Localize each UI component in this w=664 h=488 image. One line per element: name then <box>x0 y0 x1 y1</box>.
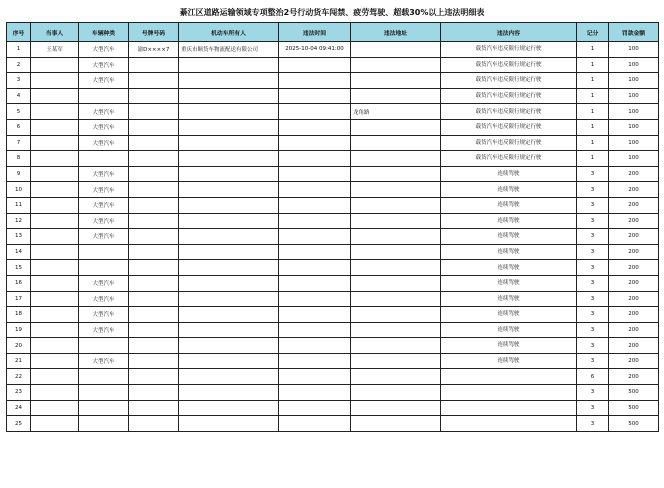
cell-no: 20 <box>7 338 31 354</box>
cell-points: 3 <box>577 197 609 213</box>
cell-time <box>279 275 351 291</box>
col-plate: 号牌号码 <box>129 23 179 42</box>
cell-points: 3 <box>577 275 609 291</box>
cell-type: 大型汽车 <box>79 166 129 182</box>
cell-owner <box>179 416 279 432</box>
cell-content: 连续驾驶 <box>441 213 577 229</box>
cell-person <box>31 197 79 213</box>
cell-place <box>351 151 441 167</box>
cell-no: 11 <box>7 197 31 213</box>
cell-fine: 200 <box>609 260 659 276</box>
cell-time <box>279 166 351 182</box>
cell-place <box>351 275 441 291</box>
cell-person <box>31 260 79 276</box>
col-person: 当事人 <box>31 23 79 42</box>
cell-time <box>279 151 351 167</box>
cell-content: 载货汽车违反限行规定行驶 <box>441 88 577 104</box>
cell-owner <box>179 260 279 276</box>
cell-points: 3 <box>577 291 609 307</box>
cell-owner <box>179 104 279 120</box>
cell-no: 21 <box>7 353 31 369</box>
cell-time <box>279 322 351 338</box>
cell-person <box>31 151 79 167</box>
col-owner: 机动车所有人 <box>179 23 279 42</box>
cell-owner <box>179 307 279 323</box>
cell-owner <box>179 166 279 182</box>
cell-no: 14 <box>7 244 31 260</box>
cell-place <box>351 119 441 135</box>
cell-plate <box>129 385 179 401</box>
cell-no: 22 <box>7 369 31 385</box>
cell-plate <box>129 88 179 104</box>
cell-owner <box>179 385 279 401</box>
violations-table <box>6 22 659 432</box>
cell-content <box>441 369 577 385</box>
cell-points: 1 <box>577 119 609 135</box>
col-place: 违法地址 <box>351 23 441 42</box>
cell-type: 大型汽车 <box>79 197 129 213</box>
table-row <box>7 119 659 135</box>
cell-time <box>279 88 351 104</box>
cell-plate <box>129 307 179 323</box>
cell-owner <box>179 338 279 354</box>
cell-content: 连续驾驶 <box>441 338 577 354</box>
table-row <box>7 307 659 323</box>
cell-no: 9 <box>7 166 31 182</box>
cell-person <box>31 338 79 354</box>
cell-person <box>31 322 79 338</box>
cell-type <box>79 369 129 385</box>
cell-owner <box>179 244 279 260</box>
cell-place <box>351 229 441 245</box>
cell-person <box>31 400 79 416</box>
cell-points: 3 <box>577 400 609 416</box>
cell-no: 16 <box>7 275 31 291</box>
table-row <box>7 400 659 416</box>
cell-person <box>31 416 79 432</box>
cell-fine: 100 <box>609 88 659 104</box>
cell-fine: 200 <box>609 213 659 229</box>
cell-time <box>279 338 351 354</box>
cell-place <box>351 213 441 229</box>
table-row <box>7 244 659 260</box>
cell-time <box>279 73 351 89</box>
cell-place <box>351 57 441 73</box>
cell-no: 23 <box>7 385 31 401</box>
cell-place <box>351 338 441 354</box>
cell-place <box>351 322 441 338</box>
cell-owner <box>179 322 279 338</box>
cell-person <box>31 369 79 385</box>
cell-time <box>279 57 351 73</box>
cell-fine: 200 <box>609 229 659 245</box>
cell-person <box>31 353 79 369</box>
cell-type: 大型汽车 <box>79 213 129 229</box>
cell-content: 连续驾驶 <box>441 244 577 260</box>
cell-owner <box>179 182 279 198</box>
cell-fine: 200 <box>609 307 659 323</box>
cell-plate <box>129 400 179 416</box>
cell-plate <box>129 119 179 135</box>
cell-place <box>351 135 441 151</box>
cell-fine: 100 <box>609 42 659 58</box>
cell-owner <box>179 57 279 73</box>
cell-points: 6 <box>577 369 609 385</box>
cell-person <box>31 244 79 260</box>
cell-fine: 100 <box>609 73 659 89</box>
cell-owner <box>179 73 279 89</box>
cell-type <box>79 385 129 401</box>
cell-place <box>351 260 441 276</box>
cell-plate <box>129 260 179 276</box>
cell-time <box>279 353 351 369</box>
cell-type: 大型汽车 <box>79 104 129 120</box>
cell-plate <box>129 135 179 151</box>
cell-person <box>31 57 79 73</box>
cell-content: 载货汽车违反限行规定行驶 <box>441 73 577 89</box>
cell-time <box>279 182 351 198</box>
cell-place <box>351 369 441 385</box>
cell-plate <box>129 104 179 120</box>
cell-type: 大型汽车 <box>79 182 129 198</box>
cell-plate <box>129 151 179 167</box>
cell-fine: 200 <box>609 244 659 260</box>
cell-time <box>279 229 351 245</box>
cell-person <box>31 135 79 151</box>
cell-plate <box>129 369 179 385</box>
cell-owner <box>179 353 279 369</box>
table-row <box>7 385 659 401</box>
cell-no: 13 <box>7 229 31 245</box>
cell-content: 连续驾驶 <box>441 182 577 198</box>
cell-no: 24 <box>7 400 31 416</box>
cell-time <box>279 291 351 307</box>
cell-content: 载货汽车违反限行规定行驶 <box>441 104 577 120</box>
cell-plate <box>129 244 179 260</box>
cell-content: 载货汽车违反限行规定行驶 <box>441 151 577 167</box>
cell-time <box>279 244 351 260</box>
cell-points: 1 <box>577 104 609 120</box>
cell-time <box>279 135 351 151</box>
cell-owner <box>179 88 279 104</box>
cell-plate <box>129 197 179 213</box>
cell-points: 3 <box>577 307 609 323</box>
cell-fine: 200 <box>609 369 659 385</box>
table-row <box>7 229 659 245</box>
table-row <box>7 73 659 89</box>
cell-no: 6 <box>7 119 31 135</box>
cell-content: 连续驾驶 <box>441 166 577 182</box>
cell-place <box>351 182 441 198</box>
cell-plate <box>129 416 179 432</box>
cell-time <box>279 119 351 135</box>
cell-person <box>31 73 79 89</box>
cell-points: 1 <box>577 135 609 151</box>
cell-owner <box>179 291 279 307</box>
cell-owner <box>179 369 279 385</box>
cell-no: 4 <box>7 88 31 104</box>
cell-type: 大型汽车 <box>79 57 129 73</box>
table-row <box>7 88 659 104</box>
cell-type: 大型汽车 <box>79 307 129 323</box>
table-row <box>7 197 659 213</box>
cell-owner <box>179 197 279 213</box>
table-row <box>7 291 659 307</box>
cell-person <box>31 213 79 229</box>
cell-owner <box>179 275 279 291</box>
cell-type <box>79 416 129 432</box>
table-row <box>7 275 659 291</box>
cell-points: 1 <box>577 151 609 167</box>
cell-place <box>351 197 441 213</box>
cell-person <box>31 275 79 291</box>
cell-type: 大型汽车 <box>79 73 129 89</box>
cell-type: 大型汽车 <box>79 229 129 245</box>
cell-place <box>351 73 441 89</box>
cell-plate <box>129 182 179 198</box>
cell-owner <box>179 400 279 416</box>
cell-place <box>351 416 441 432</box>
cell-place <box>351 244 441 260</box>
cell-no: 12 <box>7 213 31 229</box>
table-row <box>7 353 659 369</box>
cell-points: 3 <box>577 338 609 354</box>
cell-content: 载货汽车违反限行规定行驶 <box>441 42 577 58</box>
cell-no: 18 <box>7 307 31 323</box>
cell-points: 1 <box>577 73 609 89</box>
cell-time <box>279 400 351 416</box>
cell-type <box>79 400 129 416</box>
cell-points: 3 <box>577 213 609 229</box>
cell-fine: 500 <box>609 385 659 401</box>
cell-owner <box>179 135 279 151</box>
cell-points: 3 <box>577 385 609 401</box>
cell-content: 连续驾驶 <box>441 229 577 245</box>
col-fine: 罚款金额 <box>609 23 659 42</box>
cell-content: 载货汽车违反限行规定行驶 <box>441 119 577 135</box>
col-time: 违法时间 <box>279 23 351 42</box>
cell-fine: 100 <box>609 151 659 167</box>
cell-plate: 渝D××××7 <box>129 42 179 58</box>
cell-plate <box>129 229 179 245</box>
cell-type <box>79 260 129 276</box>
cell-no: 7 <box>7 135 31 151</box>
cell-content: 载货汽车违反限行规定行驶 <box>441 57 577 73</box>
cell-person <box>31 182 79 198</box>
col-type: 车辆种类 <box>79 23 129 42</box>
cell-owner <box>179 213 279 229</box>
cell-points: 1 <box>577 42 609 58</box>
cell-points: 1 <box>577 57 609 73</box>
cell-content: 连续驾驶 <box>441 322 577 338</box>
table-row <box>7 369 659 385</box>
cell-content: 载货汽车违反限行规定行驶 <box>441 135 577 151</box>
cell-place <box>351 88 441 104</box>
cell-person <box>31 385 79 401</box>
table-row <box>7 338 659 354</box>
cell-person <box>31 166 79 182</box>
cell-fine: 200 <box>609 182 659 198</box>
cell-time <box>279 104 351 120</box>
cell-type <box>79 338 129 354</box>
table-row <box>7 213 659 229</box>
cell-fine: 200 <box>609 197 659 213</box>
cell-fine: 100 <box>609 104 659 120</box>
cell-no: 1 <box>7 42 31 58</box>
cell-time <box>279 416 351 432</box>
col-content: 违法内容 <box>441 23 577 42</box>
cell-no: 2 <box>7 57 31 73</box>
cell-place: 龙角路 <box>351 104 441 120</box>
cell-content: 连续驾驶 <box>441 307 577 323</box>
cell-type <box>79 88 129 104</box>
cell-no: 3 <box>7 73 31 89</box>
cell-owner: 重庆市顺货车物流配送有限公司 <box>179 42 279 58</box>
cell-no: 15 <box>7 260 31 276</box>
table-title: 綦江区道路运输领域专项整治2号行动货车闯禁、疲劳驾驶、超载30%以上违法明细表 <box>179 8 485 17</box>
col-no: 序号 <box>7 23 31 42</box>
table-header-row <box>7 23 659 42</box>
cell-owner <box>179 151 279 167</box>
cell-type: 大型汽车 <box>79 275 129 291</box>
cell-content <box>441 385 577 401</box>
cell-time <box>279 213 351 229</box>
cell-plate <box>129 73 179 89</box>
cell-place <box>351 291 441 307</box>
col-points: 记分 <box>577 23 609 42</box>
cell-time: 2025-10-04 09:41:00 <box>279 42 351 58</box>
cell-fine: 200 <box>609 322 659 338</box>
cell-type: 大型汽车 <box>79 42 129 58</box>
cell-no: 10 <box>7 182 31 198</box>
cell-type: 大型汽车 <box>79 135 129 151</box>
cell-fine: 200 <box>609 166 659 182</box>
table-body <box>7 42 659 432</box>
cell-fine: 200 <box>609 338 659 354</box>
cell-points: 3 <box>577 182 609 198</box>
cell-plate <box>129 57 179 73</box>
cell-place <box>351 166 441 182</box>
table-row <box>7 151 659 167</box>
cell-place <box>351 307 441 323</box>
table-row <box>7 322 659 338</box>
cell-person: 王某军 <box>31 42 79 58</box>
cell-plate <box>129 353 179 369</box>
cell-fine: 100 <box>609 57 659 73</box>
cell-fine: 200 <box>609 275 659 291</box>
cell-type: 大型汽车 <box>79 119 129 135</box>
cell-points: 3 <box>577 244 609 260</box>
table-row <box>7 260 659 276</box>
cell-person <box>31 291 79 307</box>
cell-plate <box>129 213 179 229</box>
cell-place <box>351 385 441 401</box>
table-row <box>7 135 659 151</box>
cell-type <box>79 151 129 167</box>
cell-person <box>31 229 79 245</box>
cell-place <box>351 42 441 58</box>
cell-type: 大型汽车 <box>79 322 129 338</box>
cell-points: 3 <box>577 166 609 182</box>
cell-owner <box>179 119 279 135</box>
cell-plate <box>129 338 179 354</box>
cell-fine: 200 <box>609 291 659 307</box>
cell-points: 3 <box>577 322 609 338</box>
cell-person <box>31 119 79 135</box>
cell-time <box>279 260 351 276</box>
cell-plate <box>129 322 179 338</box>
cell-no: 25 <box>7 416 31 432</box>
cell-fine: 500 <box>609 416 659 432</box>
cell-plate <box>129 166 179 182</box>
table-row <box>7 182 659 198</box>
cell-points: 3 <box>577 229 609 245</box>
cell-fine: 500 <box>609 400 659 416</box>
cell-fine: 100 <box>609 135 659 151</box>
cell-time <box>279 369 351 385</box>
cell-fine: 200 <box>609 353 659 369</box>
cell-content <box>441 400 577 416</box>
cell-owner <box>179 229 279 245</box>
cell-content: 连续驾驶 <box>441 197 577 213</box>
cell-fine: 100 <box>609 119 659 135</box>
cell-no: 17 <box>7 291 31 307</box>
table-row <box>7 57 659 73</box>
cell-person <box>31 88 79 104</box>
cell-time <box>279 307 351 323</box>
cell-no: 5 <box>7 104 31 120</box>
cell-plate <box>129 291 179 307</box>
table-row <box>7 166 659 182</box>
cell-place <box>351 353 441 369</box>
cell-content: 连续驾驶 <box>441 275 577 291</box>
cell-content: 连续驾驶 <box>441 353 577 369</box>
cell-content: 连续驾驶 <box>441 260 577 276</box>
cell-no: 19 <box>7 322 31 338</box>
table-row <box>7 104 659 120</box>
table-row <box>7 42 659 58</box>
cell-content: 连续驾驶 <box>441 291 577 307</box>
cell-place <box>351 400 441 416</box>
cell-type: 大型汽车 <box>79 291 129 307</box>
table-row <box>7 416 659 432</box>
cell-type <box>79 244 129 260</box>
cell-person <box>31 307 79 323</box>
cell-points: 3 <box>577 260 609 276</box>
cell-points: 3 <box>577 416 609 432</box>
cell-points: 1 <box>577 88 609 104</box>
cell-content <box>441 416 577 432</box>
cell-time <box>279 385 351 401</box>
cell-no: 8 <box>7 151 31 167</box>
cell-type: 大型汽车 <box>79 353 129 369</box>
cell-points: 3 <box>577 353 609 369</box>
cell-person <box>31 104 79 120</box>
cell-time <box>279 197 351 213</box>
cell-plate <box>129 275 179 291</box>
